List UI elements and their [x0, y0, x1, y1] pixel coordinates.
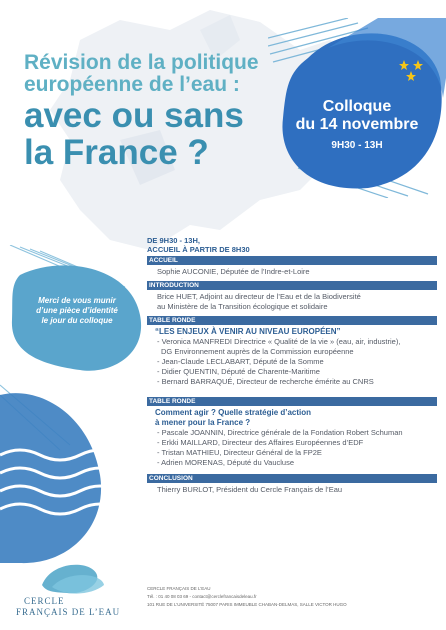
table2-speaker-3: - Tristan MATHIEU, Directeur Général de la FP2E	[157, 448, 322, 457]
footer	[147, 585, 437, 609]
table2-speaker-1: - Pascale JOANNIN, Directrice générale de la Fondation Robert Schuman	[157, 428, 403, 437]
title-line-3: avec ou sans	[24, 96, 244, 135]
section-conclusion-label: CONCLUSION	[147, 474, 437, 483]
intro-line-1: Brice HUET, Adjoint au directeur de l’Eau et de la Biodiversité	[157, 292, 361, 301]
title-line-2: européenne de l’eau :	[24, 73, 240, 96]
event-label: Colloque	[322, 98, 392, 115]
id-note	[32, 296, 122, 326]
conclusion-speaker: Thierry BURLOT, Président du Cercle Français de l’Eau	[157, 485, 343, 494]
program-welcome-time: ACCUEIL À PARTIR DE 8H30	[147, 245, 250, 254]
id-note-blob	[0, 245, 145, 575]
title-line-1: Révision de la politique	[24, 51, 259, 74]
section-introduction-label: INTRODUCTION	[147, 281, 437, 290]
table1-speaker-1a: - Veronica MANFREDI Directrice « Qualité de la vie » (eau, air, industrie),	[157, 337, 401, 346]
page-title	[24, 52, 324, 170]
footer-contact: Tél. : 01 40 08 03 69 - contact@cerclefrancaisdeleau.fr	[147, 594, 257, 599]
note-line-2: d’une pièce d’identité	[36, 306, 118, 315]
title-line-4: la France ?	[24, 133, 209, 172]
stars-icon	[398, 60, 428, 82]
note-line-3: le jour du colloque	[41, 316, 113, 325]
table1-speaker-4: - Bernard BARRAQUÉ, Directeur de recherche émérite au CNRS	[157, 377, 374, 386]
event-time: 9H30 - 13H	[331, 140, 383, 151]
section-accueil-label: ACCUEIL	[147, 256, 437, 265]
program	[147, 236, 437, 495]
table2-title-2: à mener pour la France ?	[155, 418, 251, 427]
table2-speaker-4: - Adrien MORENAS, Député du Vaucluse	[157, 458, 295, 467]
footer-org: CERCLE FRANÇAIS DE L’EAU	[147, 586, 211, 591]
table2-title-1: Comment agir ? Quelle stratégie d’action	[155, 408, 312, 417]
intro-line-2: au Ministère de la Transition écologique et solidaire	[157, 302, 328, 311]
event-date: du 14 novembre	[295, 116, 419, 133]
section-table2-label: TABLE RONDE	[147, 397, 437, 406]
table1-speaker-3: - Didier QUENTIN, Député de Charente-Maritime	[157, 367, 320, 376]
table1-speaker-2: - Jean-Claude LECLABART, Député de la Somme	[157, 357, 324, 366]
logo-text-1: CERCLE	[24, 596, 65, 606]
logo-text-2: FRANÇAIS DE L’EAU	[16, 607, 121, 617]
footer-address: 101 RUE DE L’UNIVERSITÉ 75007 PARIS IMMEUBLE CHABAN-DELMAS, SALLE VICTOR HUGO	[147, 602, 347, 607]
accueil-speaker: Sophie AUCONIE, Députée de l’Indre-et-Loire	[157, 267, 310, 276]
table1-speaker-1b: DG Environnement auprès de la Commission européenne	[161, 347, 354, 356]
table2-speaker-2: - Erkki MAILLARD, Directeur des Affaires Européennes d’EDF	[157, 438, 364, 447]
section-table1-label: TABLE RONDE	[147, 316, 437, 325]
program-schedule: DE 9H30 - 13H,	[147, 236, 200, 245]
note-line-1: Merci de vous munir	[38, 296, 116, 305]
table1-title: “LES ENJEUX À VENIR AU NIVEAU EUROPÉEN”	[155, 327, 341, 336]
